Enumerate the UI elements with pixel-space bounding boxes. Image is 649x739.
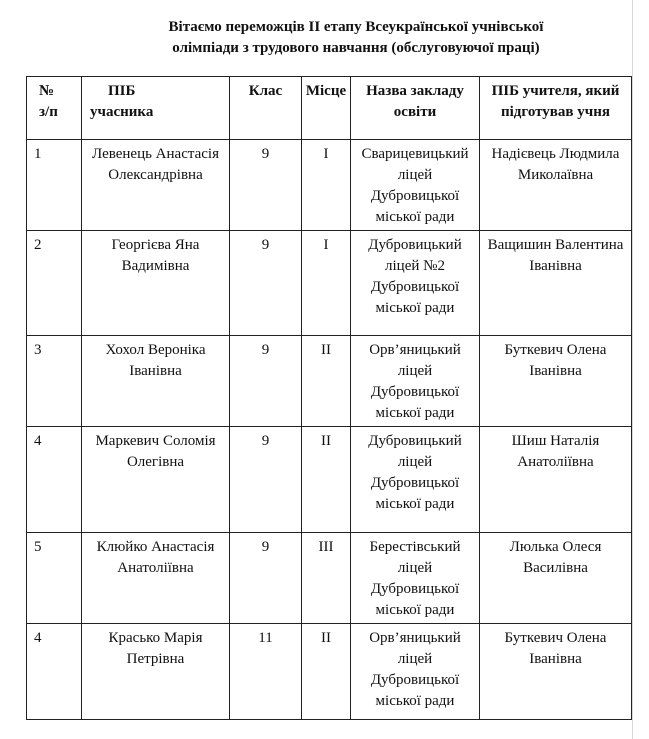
title-line-2: олімпіади з трудового навчання (обслуговуючої праці): [172, 40, 540, 56]
header-teacher: ПІБ учителя, який підготував учня: [480, 77, 632, 140]
cell-num: 5: [27, 533, 82, 624]
cell-participant: Левенець Анастасія Олександрівна: [82, 140, 230, 231]
cell-school: Орв’яницький ліцей Дубровицької міської ради: [351, 624, 480, 720]
table-row: [27, 624, 632, 720]
cell-num: 4: [27, 427, 82, 533]
cell-teacher: Надієвець Людмила Миколаївна: [480, 140, 632, 231]
cell-grade: 9: [230, 427, 302, 533]
cell-num: 4: [27, 624, 82, 720]
table-row: [27, 427, 632, 533]
cell-place: ІІ: [302, 427, 351, 533]
cell-place: ІІ: [302, 624, 351, 720]
cell-participant: Клюйко Анастасія Анатоліївна: [82, 533, 230, 624]
cell-participant: Красько Марія Петрівна: [82, 624, 230, 720]
cell-school: Орв’яницький ліцей Дубровицької міської ради: [351, 336, 480, 427]
page-title: [100, 17, 612, 59]
page-edge: [632, 0, 633, 739]
cell-participant: Георгієва Яна Вадимівна: [82, 231, 230, 336]
table-header-row: [27, 77, 632, 140]
winners-table: [26, 76, 632, 720]
header-grade: Клас: [230, 77, 302, 140]
cell-teacher: Буткевич Олена Іванівна: [480, 624, 632, 720]
cell-teacher: Буткевич Олена Іванівна: [480, 336, 632, 427]
cell-grade: 9: [230, 533, 302, 624]
cell-school: Сварицевицький ліцей Дубровицької міської ради: [351, 140, 480, 231]
cell-place: ІІІ: [302, 533, 351, 624]
table-row: [27, 336, 632, 427]
cell-teacher: Шиш Наталія Анатоліївна: [480, 427, 632, 533]
cell-grade: 9: [230, 231, 302, 336]
table-row: [27, 533, 632, 624]
cell-place: ІІ: [302, 336, 351, 427]
cell-num: 2: [27, 231, 82, 336]
cell-school: Берестівський ліцей Дубровицької міської ради: [351, 533, 480, 624]
cell-teacher: Люлька Олеся Василівна: [480, 533, 632, 624]
cell-grade: 11: [230, 624, 302, 720]
cell-participant: Маркевич Соломія Олегівна: [82, 427, 230, 533]
cell-participant: Хохол Вероніка Іванівна: [82, 336, 230, 427]
cell-school: Дубровицький ліцей Дубровицької міської ради: [351, 427, 480, 533]
header-place: Місце: [302, 77, 351, 140]
header-name: ПІБ учасника: [82, 77, 230, 140]
header-num: № з/п: [27, 77, 82, 140]
cell-num: 3: [27, 336, 82, 427]
cell-school: Дубровицький ліцей №2 Дубровицької міської ради: [351, 231, 480, 336]
cell-teacher: Ващишин Валентина Іванівна: [480, 231, 632, 336]
cell-grade: 9: [230, 140, 302, 231]
cell-place: І: [302, 140, 351, 231]
cell-num: 1: [27, 140, 82, 231]
table-row: [27, 140, 632, 231]
table-row: [27, 231, 632, 336]
header-school: Назва закладу освіти: [351, 77, 480, 140]
cell-grade: 9: [230, 336, 302, 427]
cell-place: І: [302, 231, 351, 336]
title-line-1: Вітаємо переможців ІІ етапу Всеукраїнської учнівської: [168, 19, 544, 35]
